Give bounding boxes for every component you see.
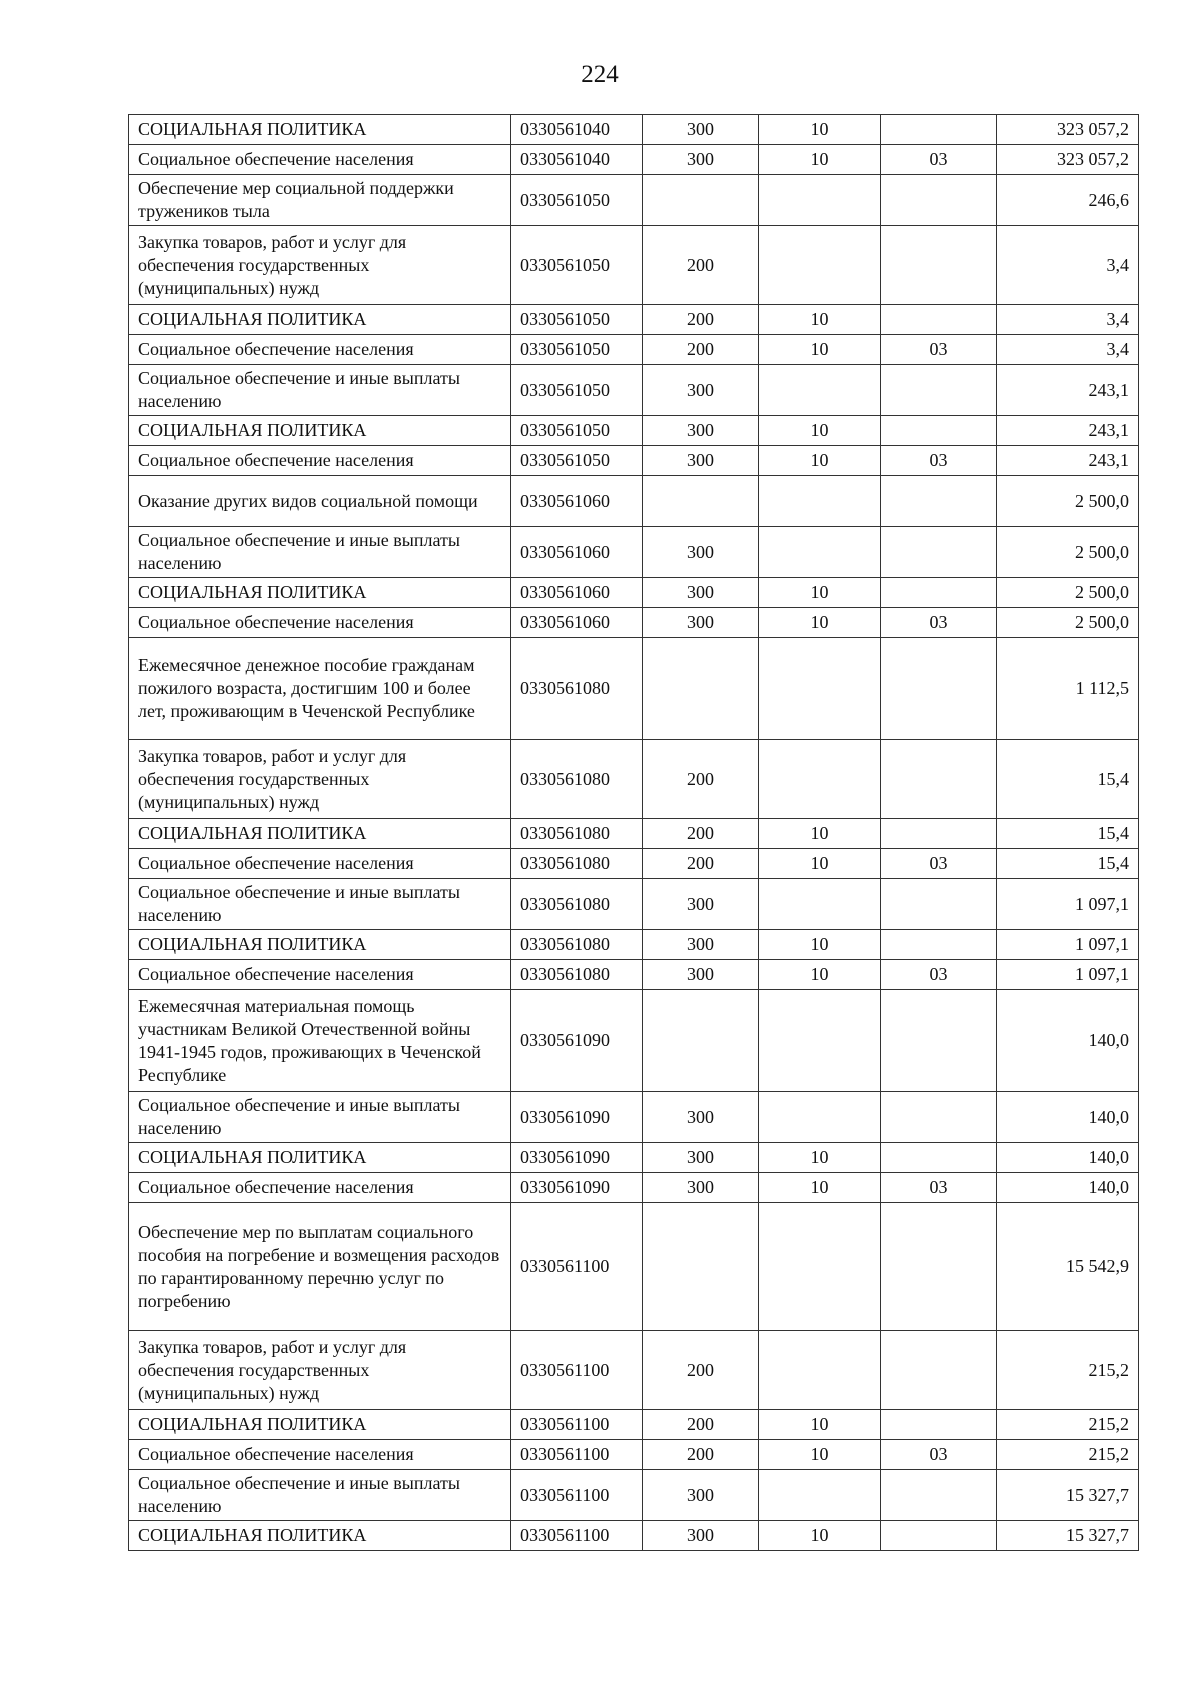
table-row	[129, 1203, 1139, 1331]
row-expense-type-cell: 200	[643, 226, 759, 305]
row-name-cell: СОЦИАЛЬНАЯ ПОЛИТИКА	[129, 115, 511, 145]
row-subsection-cell	[881, 476, 997, 527]
row-expense-type-cell	[643, 1203, 759, 1331]
row-expense-type-cell: 200	[643, 1410, 759, 1440]
row-amount-cell: 15 327,7	[997, 1521, 1139, 1551]
row-amount-cell: 215,2	[997, 1440, 1139, 1470]
row-name-cell: Социальное обеспечение и иные выплаты населению	[129, 365, 511, 416]
table-row	[129, 930, 1139, 960]
row-amount-cell: 15,4	[997, 819, 1139, 849]
row-subsection-cell	[881, 578, 997, 608]
row-subsection-cell: 03	[881, 960, 997, 990]
row-subsection-cell	[881, 930, 997, 960]
row-subsection-cell: 03	[881, 335, 997, 365]
row-csr-code-cell: 0330561090	[511, 1092, 643, 1143]
row-csr-code-cell: 0330561080	[511, 930, 643, 960]
row-amount-cell: 246,6	[997, 175, 1139, 226]
table-row	[129, 476, 1139, 527]
table-row	[129, 305, 1139, 335]
row-csr-code-cell: 0330561040	[511, 115, 643, 145]
row-section-cell	[759, 476, 881, 527]
row-name-cell: Обеспечение мер социальной поддержки тружеников тыла	[129, 175, 511, 226]
row-csr-code-cell: 0330561090	[511, 1143, 643, 1173]
row-subsection-cell	[881, 365, 997, 416]
table-row	[129, 1521, 1139, 1551]
row-expense-type-cell	[643, 638, 759, 740]
row-expense-type-cell: 200	[643, 1331, 759, 1410]
table-row	[129, 1331, 1139, 1410]
table-row	[129, 115, 1139, 145]
row-amount-cell: 140,0	[997, 1143, 1139, 1173]
row-expense-type-cell: 300	[643, 527, 759, 578]
row-csr-code-cell: 0330561050	[511, 305, 643, 335]
row-csr-code-cell: 0330561050	[511, 335, 643, 365]
row-name-cell: Ежемесячная материальная помощь участникам Великой Отечественной войны 1941-1945 годов, проживающих в Чеченской Республике	[129, 990, 511, 1092]
row-section-cell: 10	[759, 1173, 881, 1203]
row-expense-type-cell: 200	[643, 1440, 759, 1470]
row-section-cell: 10	[759, 819, 881, 849]
row-subsection-cell	[881, 638, 997, 740]
row-subsection-cell: 03	[881, 1440, 997, 1470]
row-name-cell: Социальное обеспечение населения	[129, 849, 511, 879]
row-section-cell	[759, 1470, 881, 1521]
row-csr-code-cell: 0330561080	[511, 879, 643, 930]
row-expense-type-cell: 200	[643, 305, 759, 335]
row-name-cell: Ежемесячное денежное пособие гражданам пожилого возраста, достигшим 100 и более лет, проживающим в Чеченской Республике	[129, 638, 511, 740]
row-amount-cell: 3,4	[997, 305, 1139, 335]
row-subsection-cell	[881, 740, 997, 819]
budget-table	[128, 114, 1139, 1551]
table-row	[129, 608, 1139, 638]
table-row	[129, 226, 1139, 305]
row-csr-code-cell: 0330561050	[511, 175, 643, 226]
row-subsection-cell	[881, 879, 997, 930]
table-row	[129, 990, 1139, 1092]
row-amount-cell: 140,0	[997, 990, 1139, 1092]
table-row	[129, 578, 1139, 608]
row-amount-cell: 1 097,1	[997, 930, 1139, 960]
table-row	[129, 527, 1139, 578]
row-section-cell: 10	[759, 930, 881, 960]
row-subsection-cell	[881, 1410, 997, 1440]
row-subsection-cell	[881, 305, 997, 335]
row-section-cell: 10	[759, 1410, 881, 1440]
row-name-cell: Социальное обеспечение населения	[129, 446, 511, 476]
row-amount-cell: 140,0	[997, 1173, 1139, 1203]
table-row	[129, 1410, 1139, 1440]
row-expense-type-cell: 300	[643, 365, 759, 416]
row-expense-type-cell: 300	[643, 115, 759, 145]
row-amount-cell: 1 097,1	[997, 879, 1139, 930]
row-expense-type-cell: 300	[643, 1143, 759, 1173]
row-subsection-cell	[881, 1331, 997, 1410]
row-expense-type-cell: 200	[643, 819, 759, 849]
row-csr-code-cell: 0330561050	[511, 416, 643, 446]
table-row	[129, 819, 1139, 849]
row-name-cell: СОЦИАЛЬНАЯ ПОЛИТИКА	[129, 1521, 511, 1551]
table-row	[129, 638, 1139, 740]
row-amount-cell: 2 500,0	[997, 578, 1139, 608]
row-subsection-cell	[881, 819, 997, 849]
row-csr-code-cell: 0330561100	[511, 1470, 643, 1521]
row-subsection-cell	[881, 175, 997, 226]
row-expense-type-cell	[643, 990, 759, 1092]
row-expense-type-cell: 300	[643, 145, 759, 175]
row-expense-type-cell	[643, 175, 759, 226]
row-csr-code-cell: 0330561080	[511, 819, 643, 849]
table-row	[129, 960, 1139, 990]
row-subsection-cell	[881, 226, 997, 305]
row-expense-type-cell: 300	[643, 608, 759, 638]
row-section-cell	[759, 527, 881, 578]
row-section-cell: 10	[759, 416, 881, 446]
row-section-cell	[759, 879, 881, 930]
row-expense-type-cell: 300	[643, 446, 759, 476]
row-amount-cell: 15 542,9	[997, 1203, 1139, 1331]
row-csr-code-cell: 0330561080	[511, 740, 643, 819]
row-csr-code-cell: 0330561080	[511, 960, 643, 990]
row-csr-code-cell: 0330561050	[511, 446, 643, 476]
row-section-cell	[759, 1331, 881, 1410]
row-name-cell: Обеспечение мер по выплатам социального пособия на погребение и возмещения расходов по гарантированному перечню услуг по погребению	[129, 1203, 511, 1331]
row-subsection-cell	[881, 1092, 997, 1143]
row-section-cell: 10	[759, 578, 881, 608]
row-amount-cell: 3,4	[997, 335, 1139, 365]
row-expense-type-cell: 200	[643, 849, 759, 879]
table-row	[129, 335, 1139, 365]
row-csr-code-cell: 0330561090	[511, 1173, 643, 1203]
row-amount-cell: 15,4	[997, 740, 1139, 819]
row-expense-type-cell: 300	[643, 578, 759, 608]
table-row	[129, 1440, 1139, 1470]
table-row	[129, 365, 1139, 416]
row-expense-type-cell: 200	[643, 740, 759, 819]
row-section-cell	[759, 990, 881, 1092]
row-name-cell: Социальное обеспечение населения	[129, 335, 511, 365]
table-row	[129, 740, 1139, 819]
row-amount-cell: 243,1	[997, 446, 1139, 476]
row-csr-code-cell: 0330561060	[511, 578, 643, 608]
page-number: 224	[581, 61, 619, 88]
table-row	[129, 1092, 1139, 1143]
table-row	[129, 879, 1139, 930]
row-section-cell	[759, 638, 881, 740]
row-section-cell: 10	[759, 1521, 881, 1551]
row-csr-code-cell: 0330561100	[511, 1440, 643, 1470]
row-name-cell: Закупка товаров, работ и услуг для обеспечения государственных (муниципальных) нужд	[129, 740, 511, 819]
row-csr-code-cell: 0330561100	[511, 1331, 643, 1410]
row-expense-type-cell	[643, 476, 759, 527]
row-section-cell	[759, 740, 881, 819]
row-csr-code-cell: 0330561100	[511, 1521, 643, 1551]
row-subsection-cell	[881, 1470, 997, 1521]
table-row	[129, 1143, 1139, 1173]
row-section-cell	[759, 175, 881, 226]
row-csr-code-cell: 0330561090	[511, 990, 643, 1092]
row-amount-cell: 323 057,2	[997, 145, 1139, 175]
row-subsection-cell	[881, 416, 997, 446]
row-csr-code-cell: 0330561060	[511, 608, 643, 638]
row-csr-code-cell: 0330561060	[511, 527, 643, 578]
row-section-cell: 10	[759, 335, 881, 365]
row-name-cell: Социальное обеспечение населения	[129, 145, 511, 175]
row-section-cell: 10	[759, 446, 881, 476]
row-name-cell: СОЦИАЛЬНАЯ ПОЛИТИКА	[129, 1143, 511, 1173]
row-name-cell: Социальное обеспечение и иные выплаты населению	[129, 1470, 511, 1521]
table-row	[129, 175, 1139, 226]
row-csr-code-cell: 0330561040	[511, 145, 643, 175]
row-name-cell: Социальное обеспечение и иные выплаты населению	[129, 879, 511, 930]
row-amount-cell: 2 500,0	[997, 476, 1139, 527]
row-expense-type-cell: 300	[643, 930, 759, 960]
table-row	[129, 446, 1139, 476]
budget-table-body	[129, 115, 1139, 1551]
row-subsection-cell: 03	[881, 1173, 997, 1203]
row-subsection-cell: 03	[881, 608, 997, 638]
row-amount-cell: 1 097,1	[997, 960, 1139, 990]
row-csr-code-cell: 0330561100	[511, 1410, 643, 1440]
row-expense-type-cell: 200	[643, 335, 759, 365]
row-name-cell: СОЦИАЛЬНАЯ ПОЛИТИКА	[129, 819, 511, 849]
row-name-cell: Социальное обеспечение населения	[129, 960, 511, 990]
row-section-cell: 10	[759, 849, 881, 879]
row-name-cell: Социальное обеспечение и иные выплаты населению	[129, 527, 511, 578]
row-expense-type-cell: 300	[643, 879, 759, 930]
row-csr-code-cell: 0330561100	[511, 1203, 643, 1331]
row-subsection-cell: 03	[881, 145, 997, 175]
row-name-cell: Закупка товаров, работ и услуг для обеспечения государственных (муниципальных) нужд	[129, 226, 511, 305]
row-subsection-cell: 03	[881, 849, 997, 879]
row-expense-type-cell: 300	[643, 1470, 759, 1521]
table-row	[129, 145, 1139, 175]
row-amount-cell: 15 327,7	[997, 1470, 1139, 1521]
row-expense-type-cell: 300	[643, 960, 759, 990]
row-amount-cell: 215,2	[997, 1410, 1139, 1440]
row-expense-type-cell: 300	[643, 416, 759, 446]
row-name-cell: Социальное обеспечение населения	[129, 1440, 511, 1470]
row-subsection-cell	[881, 1521, 997, 1551]
row-name-cell: Закупка товаров, работ и услуг для обеспечения государственных (муниципальных) нужд	[129, 1331, 511, 1410]
row-csr-code-cell: 0330561050	[511, 226, 643, 305]
row-section-cell	[759, 226, 881, 305]
row-name-cell: СОЦИАЛЬНАЯ ПОЛИТИКА	[129, 416, 511, 446]
row-name-cell: Социальное обеспечение и иные выплаты населению	[129, 1092, 511, 1143]
row-section-cell	[759, 1203, 881, 1331]
row-amount-cell: 1 112,5	[997, 638, 1139, 740]
row-section-cell: 10	[759, 1440, 881, 1470]
row-name-cell: СОЦИАЛЬНАЯ ПОЛИТИКА	[129, 305, 511, 335]
row-amount-cell: 323 057,2	[997, 115, 1139, 145]
table-row	[129, 849, 1139, 879]
row-csr-code-cell: 0330561060	[511, 476, 643, 527]
row-subsection-cell	[881, 1143, 997, 1173]
table-row	[129, 416, 1139, 446]
row-subsection-cell: 03	[881, 446, 997, 476]
row-csr-code-cell: 0330561080	[511, 849, 643, 879]
row-name-cell: Оказание других видов социальной помощи	[129, 476, 511, 527]
row-section-cell: 10	[759, 115, 881, 145]
row-name-cell: СОЦИАЛЬНАЯ ПОЛИТИКА	[129, 578, 511, 608]
row-name-cell: СОЦИАЛЬНАЯ ПОЛИТИКА	[129, 1410, 511, 1440]
row-name-cell: СОЦИАЛЬНАЯ ПОЛИТИКА	[129, 930, 511, 960]
row-csr-code-cell: 0330561050	[511, 365, 643, 416]
row-subsection-cell	[881, 115, 997, 145]
row-section-cell: 10	[759, 608, 881, 638]
row-expense-type-cell: 300	[643, 1092, 759, 1143]
row-name-cell: Социальное обеспечение населения	[129, 1173, 511, 1203]
row-subsection-cell	[881, 527, 997, 578]
row-amount-cell: 2 500,0	[997, 608, 1139, 638]
row-amount-cell: 2 500,0	[997, 527, 1139, 578]
row-expense-type-cell: 300	[643, 1521, 759, 1551]
row-section-cell: 10	[759, 145, 881, 175]
row-amount-cell: 215,2	[997, 1331, 1139, 1410]
row-subsection-cell	[881, 990, 997, 1092]
row-expense-type-cell: 300	[643, 1173, 759, 1203]
row-amount-cell: 243,1	[997, 416, 1139, 446]
row-amount-cell: 243,1	[997, 365, 1139, 416]
row-csr-code-cell: 0330561080	[511, 638, 643, 740]
row-section-cell: 10	[759, 1143, 881, 1173]
row-subsection-cell	[881, 1203, 997, 1331]
row-section-cell: 10	[759, 305, 881, 335]
row-name-cell: Социальное обеспечение населения	[129, 608, 511, 638]
row-section-cell: 10	[759, 960, 881, 990]
row-amount-cell: 3,4	[997, 226, 1139, 305]
table-row	[129, 1173, 1139, 1203]
row-section-cell	[759, 1092, 881, 1143]
row-amount-cell: 140,0	[997, 1092, 1139, 1143]
row-section-cell	[759, 365, 881, 416]
table-row	[129, 1470, 1139, 1521]
row-amount-cell: 15,4	[997, 849, 1139, 879]
